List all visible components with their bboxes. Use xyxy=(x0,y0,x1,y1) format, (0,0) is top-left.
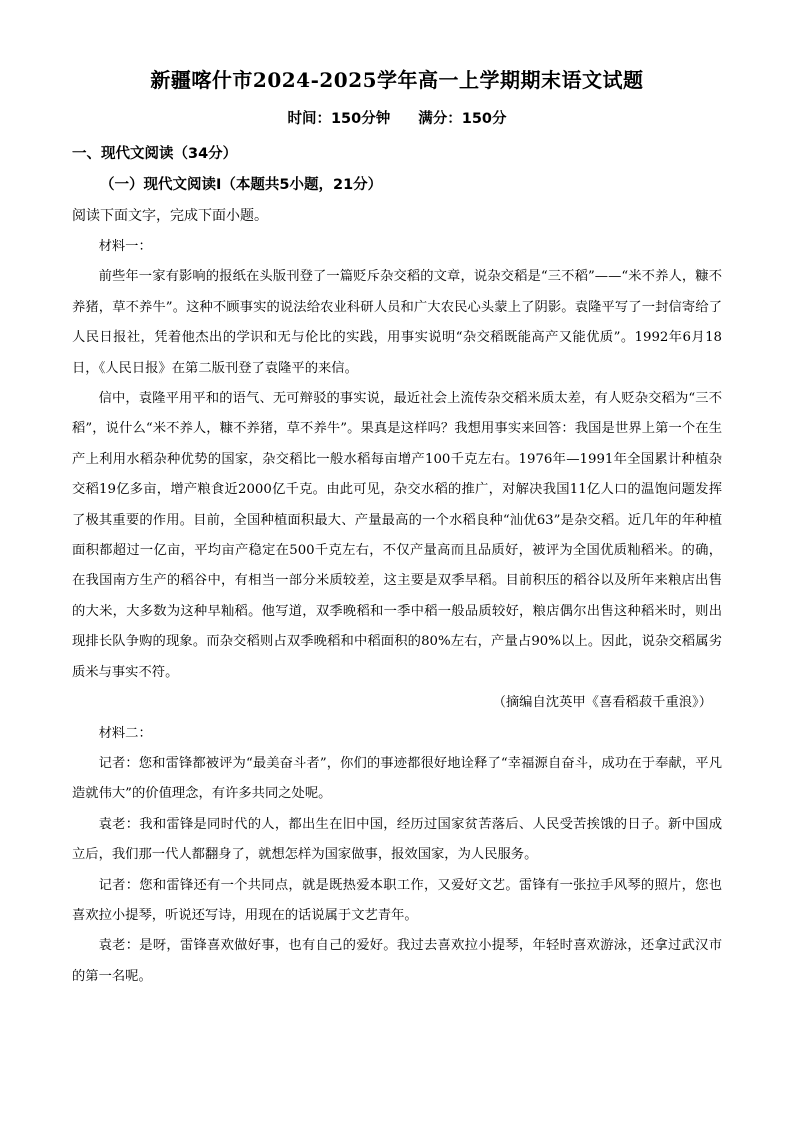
interview-paragraph-4: 袁老：是呀，雷锋喜欢做好事，也有自己的爱好。我过去喜欢拉小提琴，年轻时喜欢游泳，还拿过武汉市的第一名呢。 xyxy=(72,938,722,984)
section-heading: 一、现代文阅读（34分） xyxy=(72,146,238,162)
reading-instruction: 阅读下面文字，完成下面小题。 xyxy=(72,208,268,224)
interview-paragraph-1: 记者：您和雷锋都被评为“最美奋斗者”，你们的事迹都很好地诠释了“幸福源自奋斗，成功在于奉献，平凡造就伟大”的价值理念，有许多共同之处呢。 xyxy=(72,755,722,802)
reading-passage xyxy=(72,232,722,992)
material-two-label: 材料二： xyxy=(98,725,152,741)
material-one-paragraph-2: 信中，袁隆平用平和的语气、无可辩驳的事实说，最近社会上流传杂交稻米质太差，有人贬杂交稻为“三不稻”，说什么“米不养人，糠不养猪，草不养牛”。果真是这样吗？我想用事实来回答：我国是世界上第一个在生产上利用水稻杂种优势的国家，杂交稻比一般水稻每亩增产100千克左右。1976年—1991年全国累计种植杂交稻19亿多亩，增产粮食近2000亿千克。由此可见，杂交水稻的推广，对解决我国11亿人口的温饱问题发挥了极其重要的作用。目前，全国种植面积最大、产量最高的一个水稻良种“汕优63”是杂交稻。近几年的年种植面积都超过一亿亩，平均亩产稳定在500千克左右，不仅产量高而且品质好，被评为全国优质籼稻米。的确，在我国南方生产的稻谷中，有相当一部分米质较差，这主要是双季早稻。目前积压的稻谷以及所年来粮店出售的大米，大多数为这种早籼稻。他写道，双季晚稻和一季中稻一般品质较好，粮店偶尔出售这种稻米时，则出现排长队争购的现象。而杂交稻则占双季晚稻和中稻面积的80%左右，产量占90%以上。因此，说杂交稻属劣质米与事实不符。 xyxy=(72,391,722,680)
material-one-source: （摘编自沈英甲《喜看稻菽千重浪》） xyxy=(492,695,712,711)
material-one-paragraph-1: 前些年一家有影响的报纸在头版刊登了一篇贬斥杂交稻的文章，说杂交稻是“三不稻”——“米不养人，糠不养猪，草不养牛”。这种不顾事实的说法给农业科研人员和广大农民心头蒙上了阴影。袁隆平写了一封信寄给了人民日报社，凭着他杰出的学识和无与伦比的实践，用事实说明“杂交稻既能高产又能优质”。1992年6月18日，《人民日报》在第二版刊登了袁隆平的来信。 xyxy=(72,269,722,376)
exam-time: 时间：150分钟 xyxy=(287,111,391,127)
exam-score: 满分：150分 xyxy=(418,111,507,127)
exam-title: 新疆喀什市2024-2025学年高一上学期期末语文试题 xyxy=(150,68,644,92)
exam-meta xyxy=(0,107,794,128)
interview-paragraph-3: 记者：您和雷锋还有一个共同点，就是既热爱本职工作，又爱好文艺。雷锋有一张拉手风琴的照片，您也喜欢拉小提琴，听说还写诗，用现在的话说属于文艺青年。 xyxy=(72,877,722,923)
interview-paragraph-2: 袁老：我和雷锋是同时代的人，都出生在旧中国，经历过国家贫苦落后、人民受苦挨饿的日子。新中国成立后，我们那一代人都翻身了，就想怎样为国家做事，报效国家，为人民服务。 xyxy=(72,816,722,863)
subsection-heading: （一）现代文阅读Ⅰ（本题共5小题，21分） xyxy=(100,177,383,193)
material-one-label: 材料一： xyxy=(98,239,152,254)
